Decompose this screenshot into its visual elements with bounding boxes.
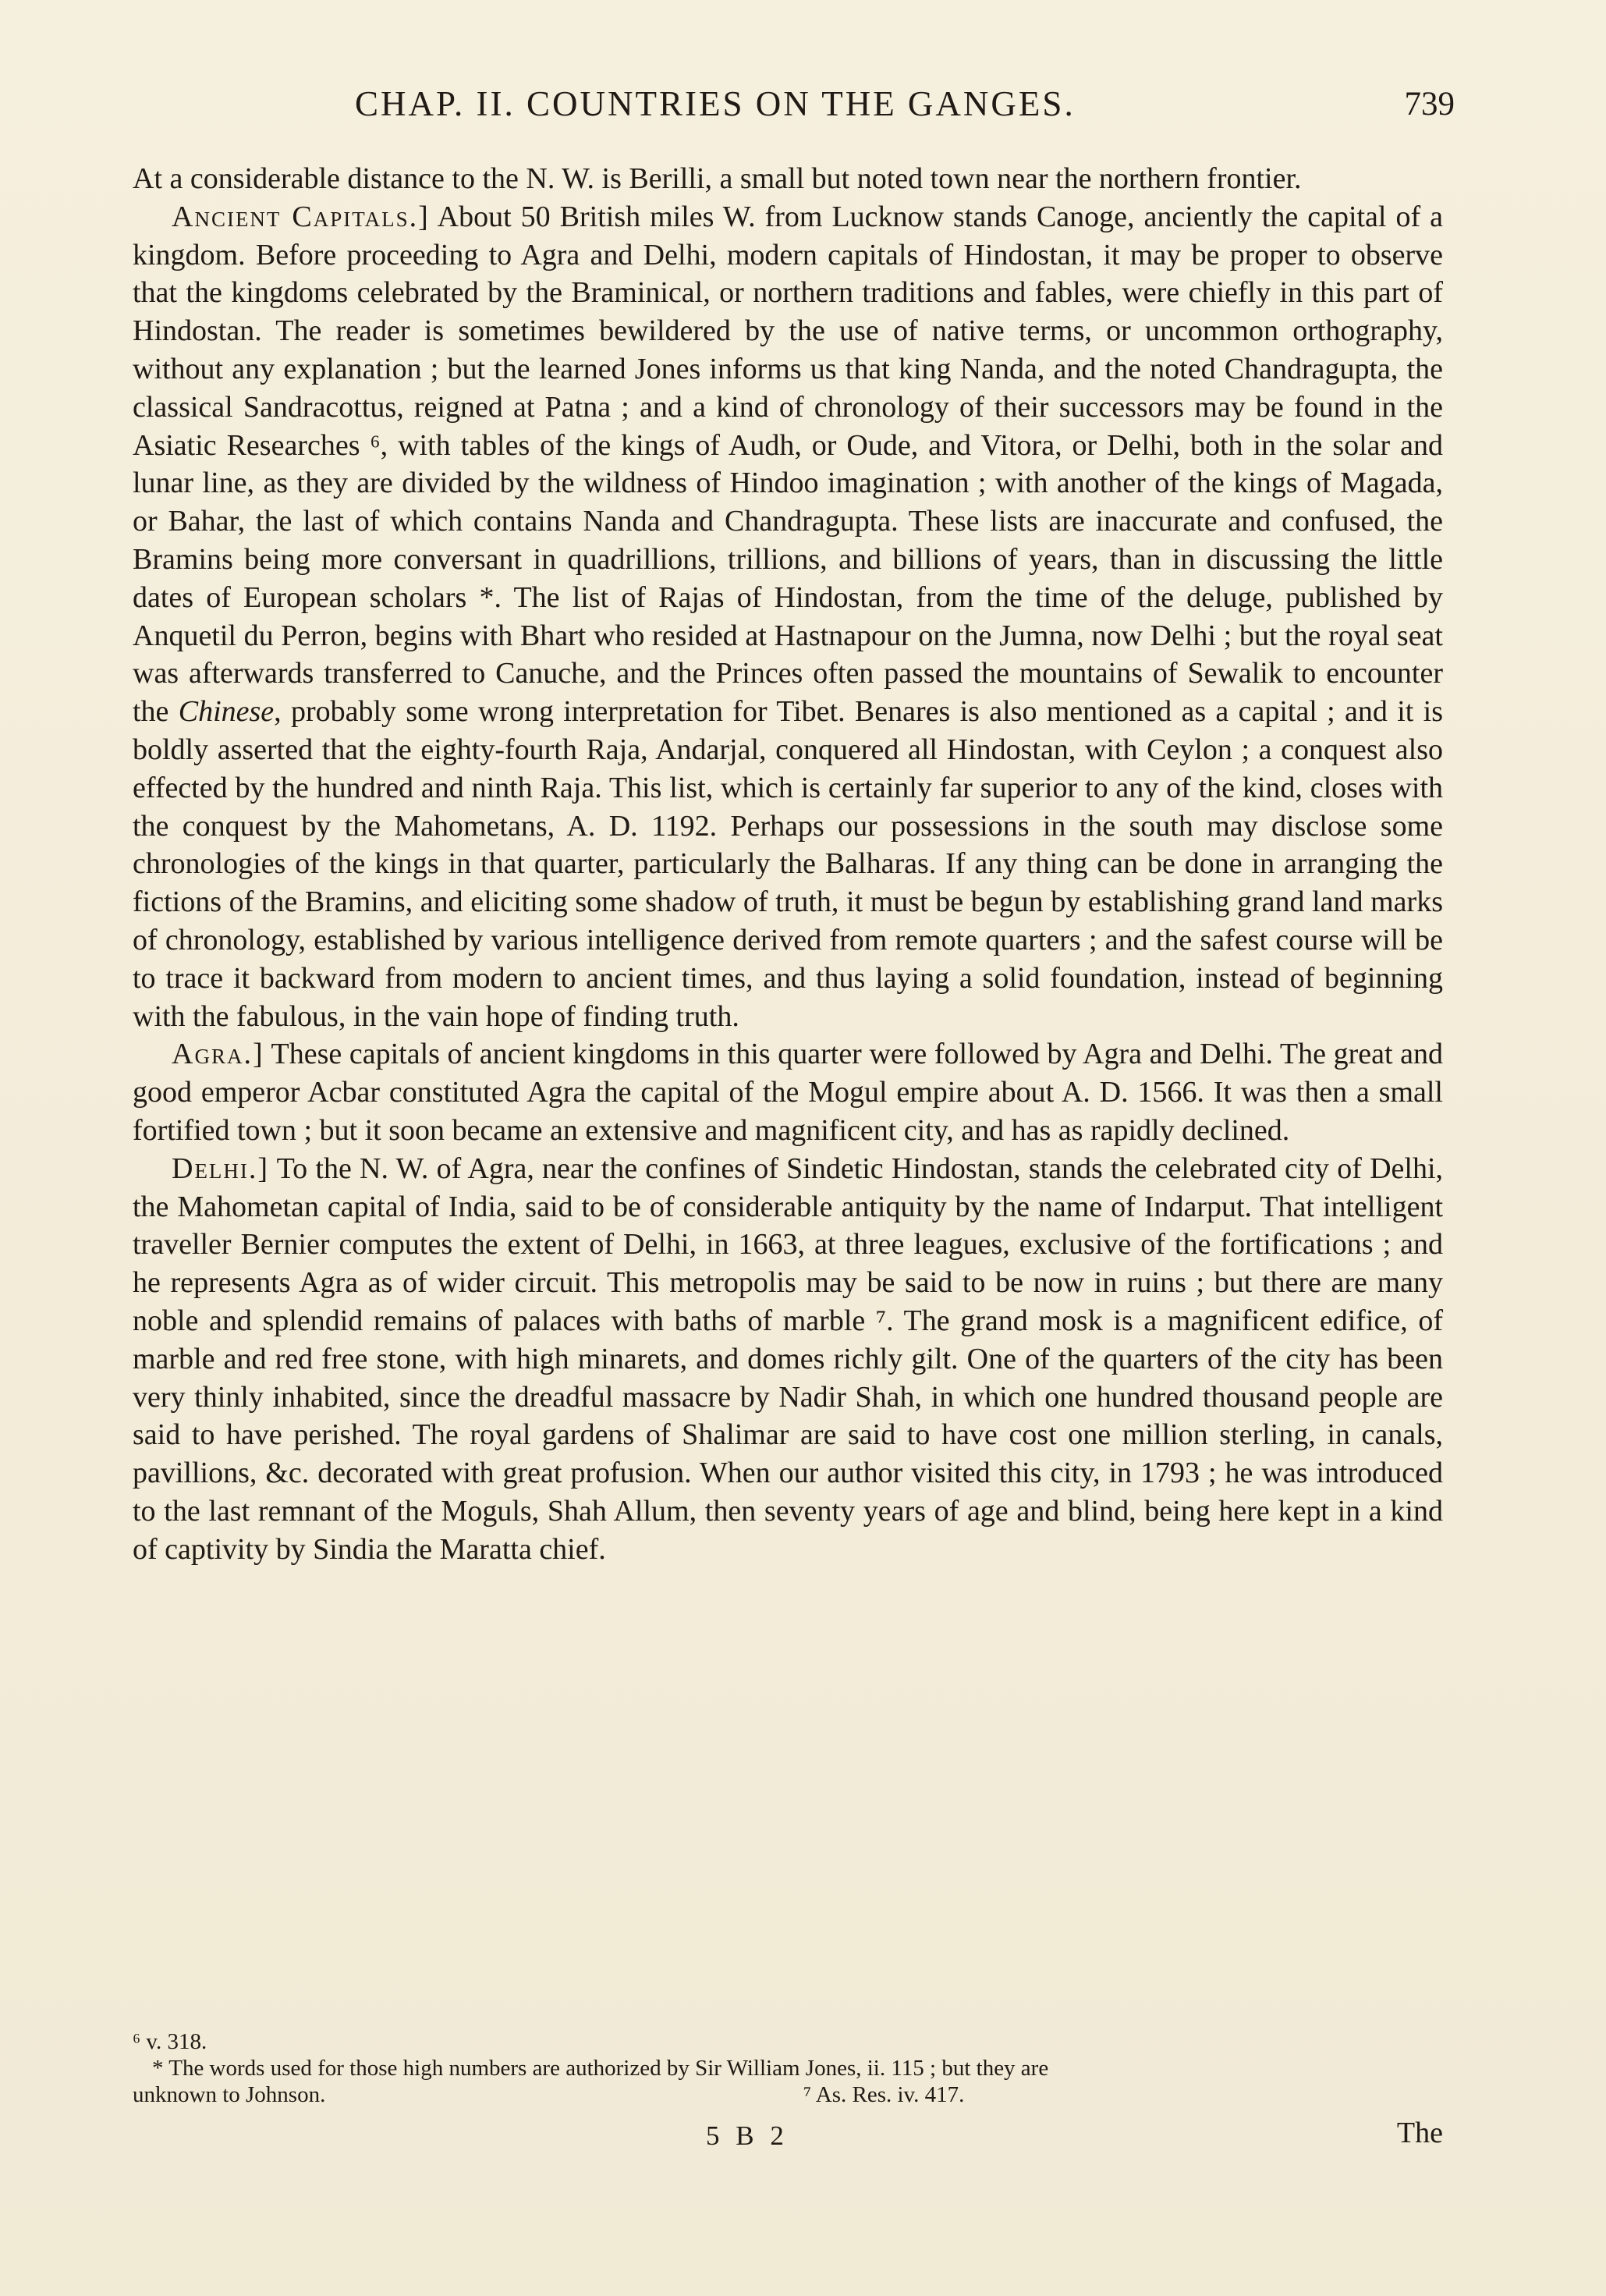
paragraph-text: To the N. W. of Agra, near the confines of Sindetic Hindostan, stands the celebrated city of Delhi, the Mahometan capital of India, said to be of considerable antiquity by the name of Indarput. That intelligent traveller Bernier computes the extent of Delhi, in 1663, at three leagues, exclusive of the fortifications ; and he represents Agra as of wider circuit. This metropolis may be said to be now in ruins ; but there are many noble and splendid remains of palaces with baths of marble ⁷. The grand mosk is a magnificent edifice, of marble and red free stone, with high minarets, and domes richly gilt. One of the quarters of the city has been very thinly inhabited, since the dreadful massacre by Nadir Shah, in which one hundred thousand people are said to have perished. The royal gardens of Shalimar are said to have cost one million sterling, in canals, pavillions, &c. decorated with great profusion. When our author visited this city, in 1793 ; he was introduced to the last remnant of the Moguls, Shah Allum, then seventy years of age and blind, being here kept in a kind of captivity by Sindia the Maratta chief. [133, 1152, 1443, 1566]
paragraph-text: About 50 British miles W. from Lucknow stands Canoge, anciently the capital of a kingdom. Before proceeding to Agra and Delhi, modern capitals of Hindostan, it may be proper to observe that the kingdoms celebrated by the Braminical, or northern traditions and fables, were chiefly in this part of Hindostan. The reader is sometimes bewildered by the use of native terms, or uncommon orthography, without any explanation ; but the learned Jones informs us that king Nanda, and the noted Chandragupta, the classical Sandracottus, reigned at Patna ; and a kind of chronology of their successors may be found in the Asiatic Researches ⁶, with tables of the kings of Audh, or Oude, and Vitora, or Delhi, both in the solar and lunar line, as they are divided by the wildness of Hindoo imagination ; with another of the kings of Magada, or Bahar, the last of which contains Nanda and Chandragupta. These lists are inaccurate and confused, the Bramins being more conversant in quadrillions, trillions, and billions of years, than in discussing the little dates of European scholars *. The list of Rajas of Hindostan, from the time of the deluge, published by Anquetil du Perron, begins with Bhart who resided at Hastnapour on the Jumna, now Delhi ; but the royal seat was afterwards transferred to Canuche, and the Princes often passed the mountains of Sewalik to encounter the [133, 200, 1443, 729]
footnote-star: * The words used for those high numbers are authorized by Sir William Jones, ii. 115 ; but they are [152, 2056, 1049, 2081]
footnote-7: ⁷ As. Res. iv. 417. [803, 2082, 965, 2107]
footnote-star-continued: unknown to Johnson. [133, 2082, 326, 2107]
catchword: The [1396, 2117, 1443, 2149]
body-text [133, 160, 1443, 2009]
footnote-6: ⁶ v. 318. [133, 2029, 207, 2054]
section-heading-delhi: Delhi.] [172, 1152, 270, 1185]
italic-word: Chinese [178, 695, 275, 729]
paragraph-ancient-capitals [133, 198, 1443, 1036]
page-number: 739 [1404, 86, 1455, 122]
footnote-row [133, 2081, 1435, 2108]
paragraph-berilli: At a considerable distance to the N. W. is Berilli, a small but noted town near the northern frontier. [133, 162, 1302, 195]
paragraph-delhi [133, 1150, 1443, 1569]
paragraph-text-end: , probably some wrong interpretation for Tibet. Benares is also mentioned as a capital ; and it is boldly asserted that the eighty-fourth Raja, Andarjal, conquered all Hindostan, with Ceylon ; a conquest also effected by the hundred and ninth Raja. This list, which is certainly far superior to any of the kind, closes with the conquest by the Mahometans, A. D. 1192. Perhaps our possessions in the south may disclose some chronologies of the kings in that quarter, particularly the Balharas. If any thing can be done in arranging the fictions of the Bramins, and eliciting some shadow of truth, it must be begun by establishing grand land marks of chronology, established by various intelligence derived from remote quarters ; and the safest course will be to trace it backward from modern to ancient times, and thus laying a solid foundation, instead of beginning with the fabulous, in the vain hope of finding truth. [133, 695, 1443, 1033]
paragraph-agra [133, 1035, 1443, 1149]
paragraph-text: These capitals of ancient kingdoms in this quarter were followed by Agra and Delhi. The great and good emperor Acbar constituted Agra the capital of the Mogul empire about A. D. 1566. It was then a small fortified town ; but it soon became an extensive and magnificent city, and has as rapidly declined. [133, 1038, 1443, 1147]
running-head: CHAP. II. COUNTRIES ON THE GANGES. [355, 84, 1076, 123]
section-heading-ancient-capitals: Ancient Capitals.] [172, 200, 430, 233]
section-heading-agra: Agra.] [172, 1038, 264, 1071]
signature-mark: 5 B 2 [706, 2120, 789, 2151]
